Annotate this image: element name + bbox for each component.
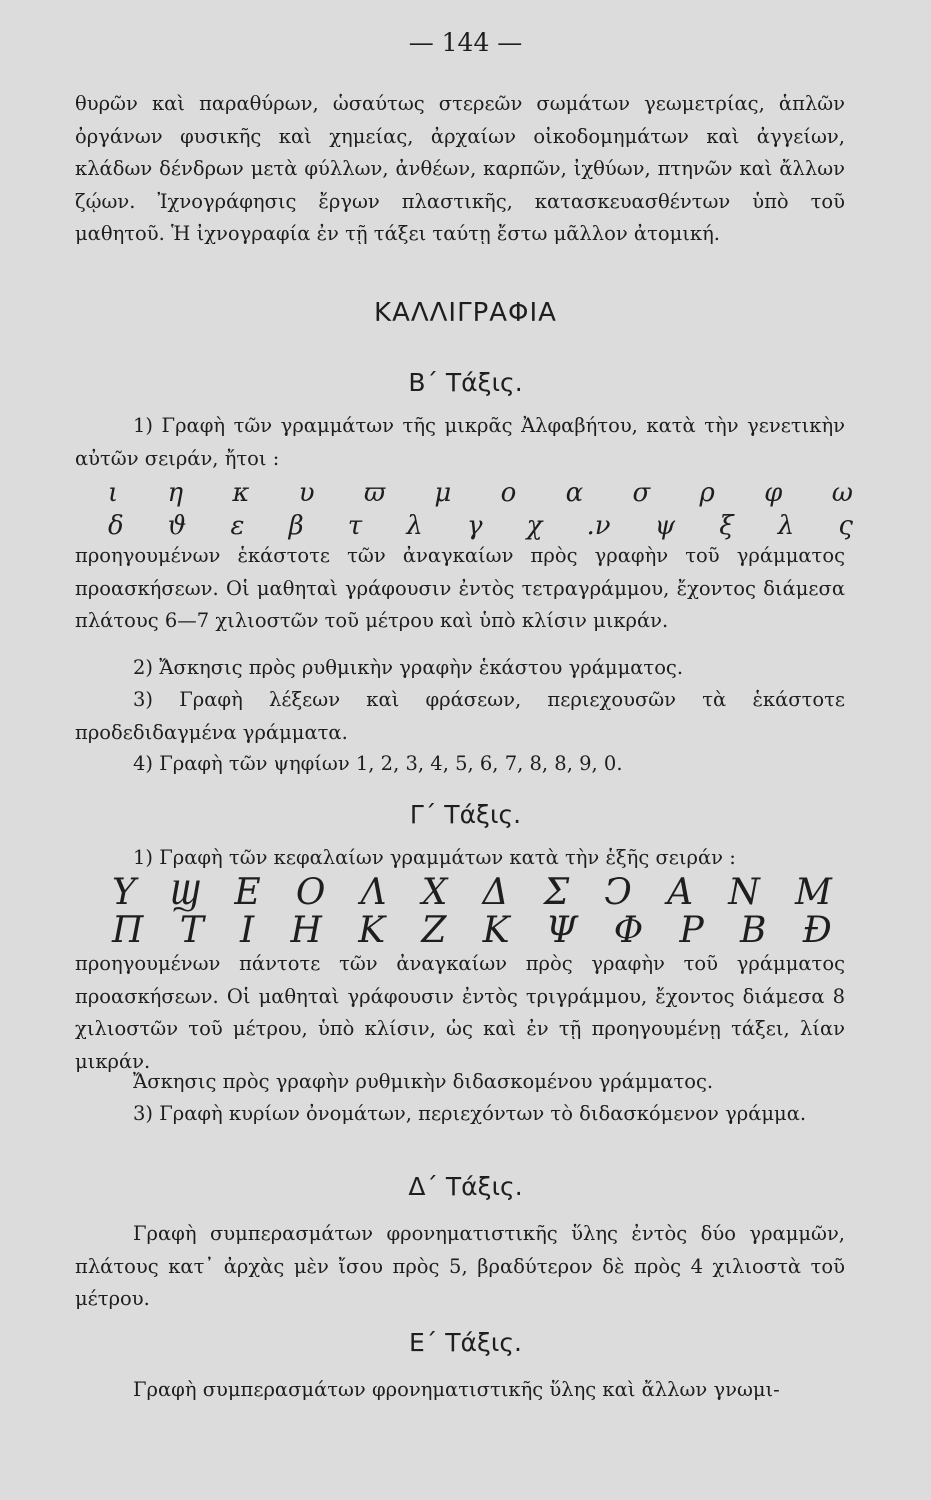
script-letter: α (565, 478, 584, 508)
script-capital: Τ (179, 910, 204, 951)
script-capital: Σ (543, 872, 570, 913)
script-capital: Β (740, 910, 767, 951)
script-letter: κ (232, 478, 250, 508)
script-letter: ω (831, 478, 853, 508)
page-number: — 144 — (408, 28, 523, 57)
class-c-heading: Γ΄ Τάξις. (409, 800, 522, 829)
script-letter: ϖ (363, 478, 386, 508)
script-letter: β (288, 511, 304, 541)
script-capital: Ο (295, 872, 326, 913)
script-capital: Η (290, 910, 322, 951)
class-c-item-3: 3) Γραφὴ κυρίων ὀνομάτων, περιεχόντων τὸ διδασκόμενον γράμμα. (133, 1102, 807, 1125)
script-capital: Κ (358, 910, 386, 951)
small-letters-row-2 (108, 508, 853, 544)
script-capital: Ϣ (170, 872, 200, 913)
class-e-text: Γραφὴ συμπερασμάτων φρονηματιστικῆς ὕλης καὶ ἄλλων γνωμι- (133, 1378, 780, 1401)
class-b-item-4: 4) Γραφὴ τῶν ψηφίων 1, 2, 3, 4, 5, 6, 7, 8, 8, 9, 0. (133, 752, 623, 775)
script-letter: ϑ (167, 511, 187, 541)
script-letter: ρ (699, 478, 715, 508)
script-capital: Ν (728, 872, 760, 913)
class-c-item-2: Ἄσκησις πρὸς γραφὴν ρυθμικὴν διδασκομένου γράμματος. (133, 1070, 714, 1093)
class-d-text: Γραφὴ συμπερασμάτων φρονηματιστικῆς ὕλης ἐντὸς δύο γραμμῶν, πλάτους κατ᾽ ἀρχὰς μὲν ἴσου πρὸς 5, βραδύτερον δὲ πρὸς 4 χιλιοστὰ τοῦ μέτρου. (75, 1222, 845, 1310)
script-capital: Ͻ (604, 872, 632, 913)
script-letter: .ν (586, 511, 611, 541)
script-letter: ς (838, 511, 853, 541)
class-b-item-2: 2) Ἄσκησις πρὸς ρυθμικὴν γραφὴν ἑκάστου γράμματος. (133, 656, 684, 679)
script-letter: σ (632, 478, 651, 508)
script-capital: Ι (239, 910, 255, 951)
script-capital: Κ (482, 910, 510, 951)
class-e-heading: Ε΄ Τάξις. (408, 1328, 522, 1357)
script-capital: Υ (112, 872, 136, 913)
script-letter: ξ (719, 511, 734, 541)
class-c-item-1: 1) Γραφὴ τῶν κεφαλαίων γραμμάτων κατὰ τὴν ἑξῆς σειράν : (133, 846, 736, 869)
script-capital: Χ (421, 872, 448, 913)
script-letter: υ (298, 478, 315, 508)
script-capital: Ψ (545, 910, 578, 951)
script-capital: Μ (794, 872, 832, 913)
script-letter: χ (526, 511, 543, 541)
class-b-heading: Β΄ Τάξις. (408, 368, 523, 397)
script-letter: ψ (654, 511, 676, 541)
script-letter: ε (230, 511, 245, 541)
script-letter: λ (406, 511, 423, 541)
class-c-item-1-continued: προηγουμένων πάντοτε τῶν ἀναγκαίων πρὸς γραφὴν τοῦ γράμματος προασκήσεων. Οἱ μαθηταὶ γράφουσιν ἐντὸς τριγράμμου, ἔχοντος διάμεσα 8 χιλιοστῶν τοῦ μέτρου, ὑπὸ κλίσιν, ὡς καὶ ἐν τῇ προηγουμένῃ τάξει, λίαν μικράν. (75, 952, 845, 1073)
capital-letters-row-1 (112, 872, 832, 914)
script-letter: φ (764, 478, 783, 508)
script-letter: γ (466, 511, 483, 541)
section-title: ΚΑΛΛΙΓΡΑΦΙΑ (374, 298, 557, 328)
script-capital: Δ (482, 872, 509, 913)
script-capital: Φ (613, 910, 644, 951)
script-capital: Π (112, 910, 144, 951)
class-b-item-1: 1) Γραφὴ τῶν γραμμάτων τῆς μικρᾶς Ἀλφαβήτου, κατὰ τὴν γενετικὴν αὐτῶν σειράν, ἤτοι : (75, 414, 845, 470)
script-letter: ο (500, 478, 517, 508)
script-letter: δ (108, 511, 124, 541)
script-capital: Ε (234, 872, 261, 913)
script-capital: Ð (802, 910, 832, 951)
script-letter: η (167, 478, 184, 508)
script-letter: ι (108, 478, 119, 508)
script-letter: λ (777, 511, 795, 541)
script-capital: Λ (360, 872, 387, 913)
class-b-item-1-continued: προηγουμένων ἑκάστοτε τῶν ἀναγκαίων πρὸς γραφὴν τοῦ γράμματος προασκήσεων. Οἱ μαθηταὶ γράφουσιν ἐντὸς τετραγράμμου, ἔχοντος διάμεσα πλάτους 6—7 χιλιοστῶν τοῦ μέτρου καὶ ὑπὸ κλίσιν μικράν. (75, 544, 845, 632)
script-letter: τ (347, 511, 363, 541)
script-letter: μ (434, 478, 452, 508)
script-capital: Ζ (421, 910, 447, 951)
capital-letters-row-2 (112, 910, 832, 952)
script-capital: Ρ (679, 910, 704, 951)
intro-paragraph: θυρῶν καὶ παραθύρων, ὡσαύτως στερεῶν σωμάτων γεωμετρίας, ἁπλῶν ὀργάνων φυσικῆς καὶ χημείας, ἀρχαίων οἰκοδομημάτων καὶ ἀγγείων, κλάδων δένδρων μετὰ φύλλων, ἀνθέων, καρπῶν, ἰχθύων, πτηνῶν καὶ ἄλλων ζῴων. Ἰχνογράφησις ἔργων πλαστικῆς, κατασκευασθέντων ὑπὸ τοῦ μαθητοῦ. Ἡ ἰχνογραφία ἐν τῇ τάξει ταύτῃ ἔστω μᾶλλον ἀτομική. (75, 92, 845, 245)
script-capital: Α (667, 872, 694, 913)
class-b-item-3: 3) Γραφὴ λέξεων καὶ φράσεων, περιεχουσῶν τὰ ἑκάστοτε προδεδιδαγμένα γράμματα. (75, 688, 845, 744)
class-d-heading: Δ΄ Τάξις. (408, 1172, 523, 1201)
small-letters-row-1 (108, 475, 853, 511)
